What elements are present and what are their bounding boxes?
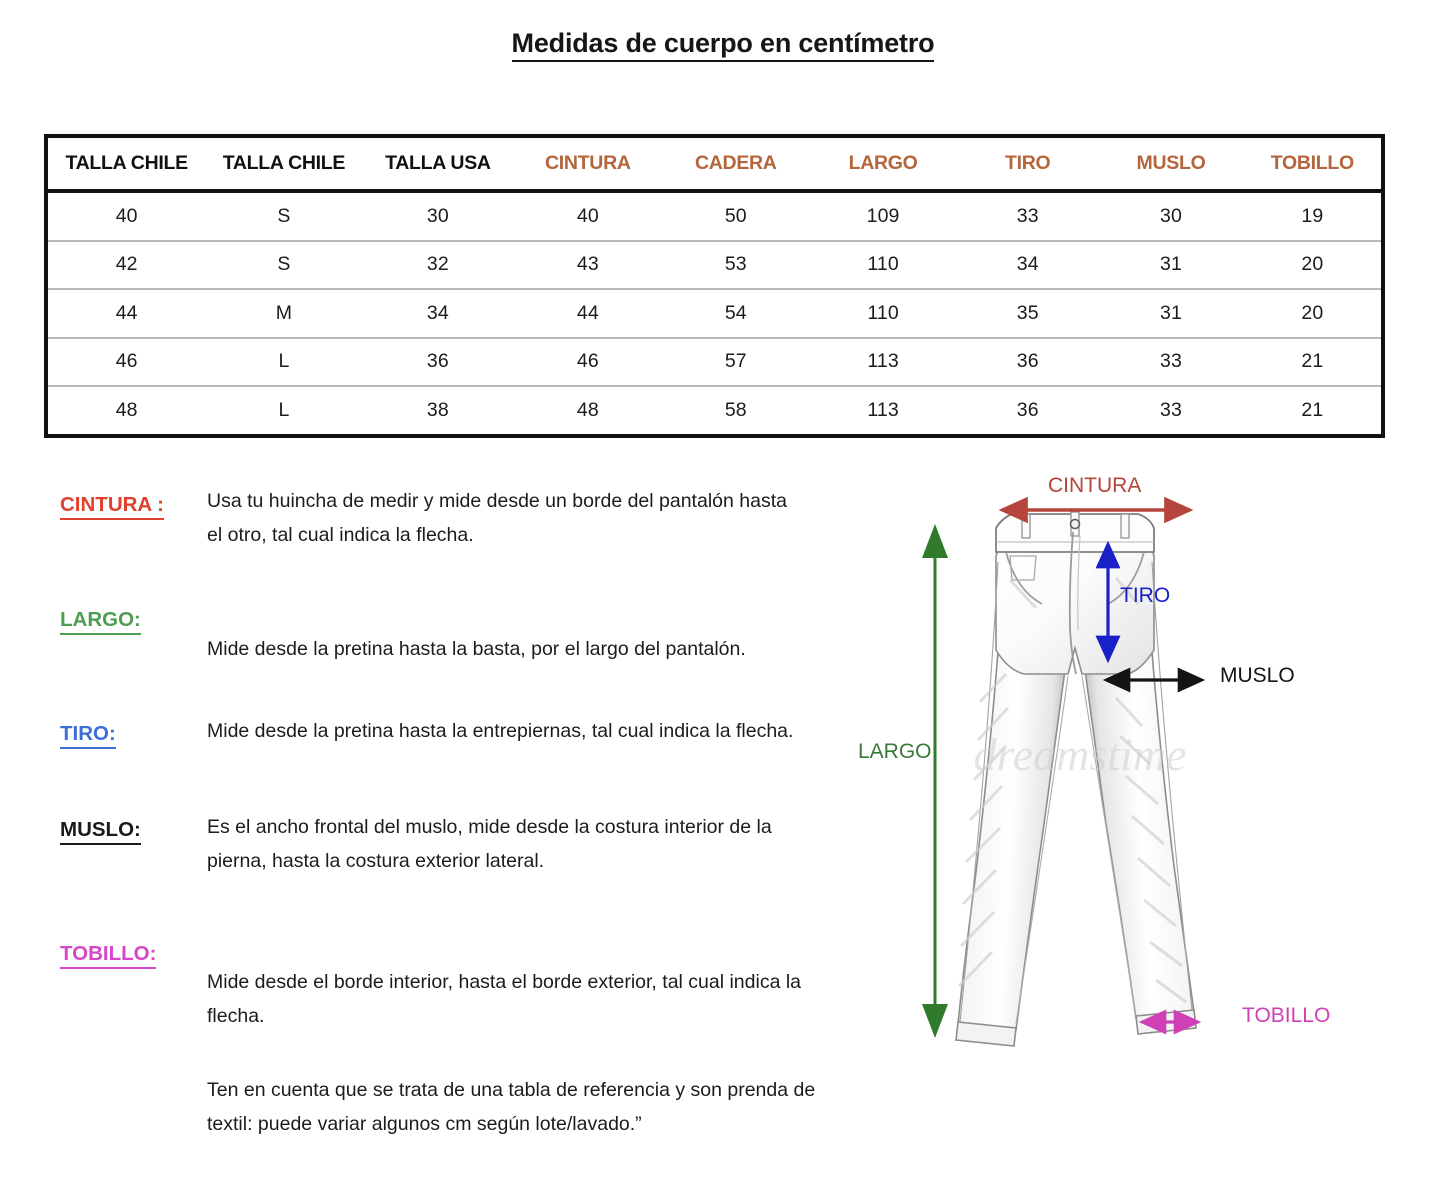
definition-term-tobillo: TOBILLO: [60,943,156,969]
measurement-definitions [60,484,820,1141]
cell: L [278,350,290,373]
belt-loop-right [1121,514,1129,538]
definition-text-muslo: Es el ancho frontal del muslo, mide desde la costura interior de la pierna, hasta la costura exterior lateral. [207,816,772,872]
definition-term-cintura: CINTURA : [60,494,164,520]
cell: 110 [867,301,899,324]
cell: 34 [426,301,449,324]
page-title-text: Medidas de cuerpo en centímetro [512,28,935,62]
cell: 36 [426,350,449,373]
cell: S [277,253,291,276]
diagram-label-muslo: MUSLO [1220,664,1295,687]
definition-largo [60,606,820,714]
cell: 58 [724,398,747,421]
cell: 34 [1016,253,1039,276]
column-header-talla-usa: TALLA USA [385,152,491,174]
size-table-header [48,138,1381,191]
cell: 109 [866,204,900,227]
cell: 42 [115,253,138,276]
definition-text-largo: Mide desde la pretina hasta la basta, por el largo del pantalón. [207,638,746,660]
table-row [48,241,1381,290]
cell: 21 [1301,398,1324,421]
table-row [48,191,1381,241]
jeans-button [1071,520,1080,529]
column-header-muslo: MUSLO [1136,152,1206,174]
cell: 33 [1016,204,1039,227]
cell: 44 [576,301,599,324]
size-table [48,138,1381,434]
cell: 36 [1016,398,1039,421]
belt-loop-left [1022,514,1030,538]
cell: 21 [1301,350,1324,373]
cell: 38 [426,398,449,421]
definition-text-cintura: Usa tu huincha de medir y mide desde un borde del pantalón hasta el otro, tal cual indica la flecha. [207,490,787,546]
cell: 53 [724,253,747,276]
column-header-cadera: CADERA [694,152,777,174]
cell: 43 [576,253,599,276]
definition-tiro [60,714,820,810]
cell: 110 [867,253,899,276]
definition-text-tiro: Mide desde la pretina hasta la entrepiernas, tal cual indica la flecha. [207,720,794,742]
cell: 31 [1160,253,1182,276]
cell: 32 [426,253,449,276]
diagram-label-largo: LARGO [858,740,932,763]
cell: 44 [115,301,138,324]
cell: 57 [724,350,747,373]
column-header-tobillo: TOBILLO [1270,152,1354,174]
cell: 48 [576,398,599,421]
cell: 20 [1301,253,1324,276]
cell: 40 [115,204,138,227]
definition-text-tobillo: Mide desde el borde interior, hasta el borde exterior, tal cual indica la flecha. [207,971,802,1027]
column-header-talla-chile-num: TALLA CHILE [65,152,188,174]
cell: M [275,301,293,324]
cell: 54 [724,301,747,324]
largo-arrow-head-down [922,1004,948,1038]
column-header-talla-chile-letra: TALLA CHILE [222,152,346,174]
cell: L [278,398,290,421]
definition-muslo [60,810,820,943]
cell: 48 [115,398,138,421]
cell: 113 [867,350,899,373]
page-title [0,28,1446,59]
cell: 36 [1016,350,1039,373]
size-table-body [48,191,1381,434]
cell: 20 [1301,301,1324,324]
cell: 19 [1301,204,1324,227]
reference-note: Ten en cuenta que se trata de una tabla de referencia y son prenda de textil: puede variar algunos cm según lote/lavado.” [207,1079,816,1135]
cell: 31 [1160,301,1182,324]
column-header-largo: LARGO [848,152,918,174]
cell: 113 [867,398,899,421]
cell: 33 [1160,350,1182,373]
table-row [48,338,1381,387]
watermark-text: dreamstime [973,729,1187,780]
cell: 30 [1160,204,1182,227]
definition-term-largo: LARGO: [60,609,141,635]
definition-cintura [60,484,820,606]
size-table-container [44,134,1385,438]
definition-term-tiro: TIRO: [60,723,116,749]
cell: S [277,204,291,227]
cell: 35 [1016,301,1039,324]
cell: 30 [426,204,449,227]
column-header-tiro: TIRO [1005,152,1051,174]
cell: 46 [576,350,599,373]
jeans-measurement-diagram [830,452,1430,1072]
cell: 33 [1160,398,1182,421]
cell: 46 [115,350,138,373]
diagram-label-tiro: TIRO [1120,584,1171,607]
table-row [48,289,1381,338]
largo-arrow-head-up [922,524,948,558]
table-row [48,386,1381,434]
diagram-label-cintura: CINTURA [1048,474,1142,497]
definition-term-muslo: MUSLO: [60,819,141,845]
definition-tobillo [60,943,820,1033]
column-header-cintura: CINTURA [545,152,631,174]
table-header-row [48,138,1381,191]
cell: 50 [724,204,747,227]
diagram-label-tobillo: TOBILLO [1242,1004,1331,1027]
cell: 40 [576,204,599,227]
